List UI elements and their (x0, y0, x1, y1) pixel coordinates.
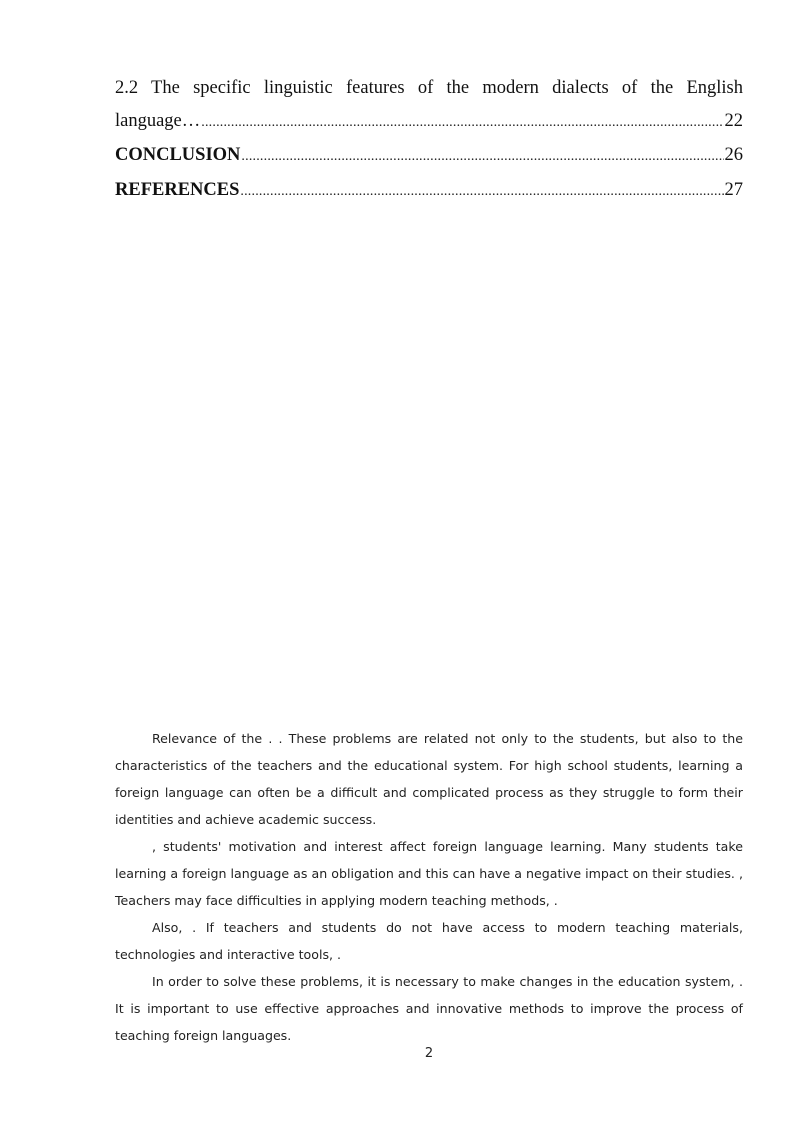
page-number: 2 (424, 1046, 434, 1061)
toc-dot-leader (241, 139, 723, 174)
toc-entry-title-line1: 2.2 The specific linguistic features of the modern dialects of the English (115, 78, 743, 98)
paragraph-solutions: In order to solve these problems, it is necessary to make changes in the education system, . It is important to use effective approaches and innovative methods to improve the process of teaching foreign languages. (115, 974, 743, 1043)
paragraph-motivation: , students' motivation and interest affect foreign language learning. Many students take learning a foreign language as an obligation and this can have a negative impact on their studies. , Teachers may face difficulties in applying modern teaching methods, . (115, 839, 743, 908)
paragraph-resources: Also, . If teachers and students do not have access to modern teaching materials, technologies and interactive tools, . (115, 920, 743, 962)
body-text (115, 725, 743, 1049)
toc-entry-title-line2: language… (115, 110, 201, 131)
toc-entry-2-2[interactable] (115, 72, 743, 139)
toc-entry-title: CONCLUSION (115, 145, 241, 165)
paragraph-relevance: Relevance of the . . These problems are related not only to the students, but also to the characteristics of the teachers and the educational system. For high school students, learning a foreign language can often be a difficult and complicated process as they struggle to form their identities and achieve academic success. (115, 731, 743, 827)
toc-entry-references[interactable] (115, 174, 743, 209)
toc-page-number: 26 (724, 145, 743, 165)
toc-page-number: 22 (724, 110, 743, 131)
toc-page-number: 27 (724, 179, 743, 200)
toc-dot-leader (201, 105, 723, 140)
toc-dot-leader (240, 174, 723, 209)
toc-entry-title-line2-row (115, 105, 743, 140)
toc-entry-title: REFERENCES (115, 179, 240, 200)
toc-entry-conclusion[interactable] (115, 139, 743, 174)
table-of-contents (115, 72, 743, 208)
